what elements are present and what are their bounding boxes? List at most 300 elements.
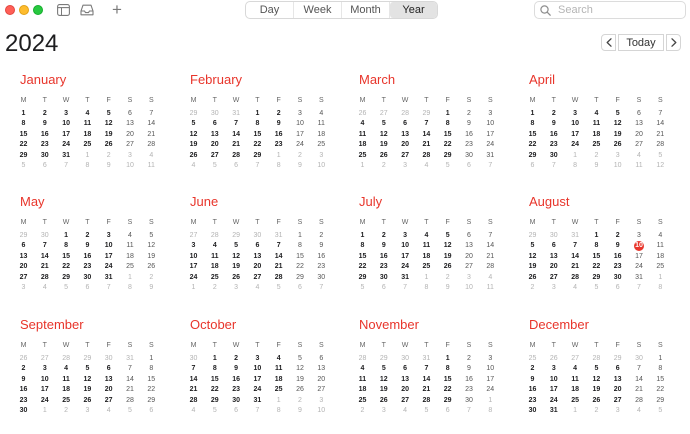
day-cell[interactable]: 10 bbox=[189, 252, 198, 260]
day-cell[interactable]: 5 bbox=[594, 365, 599, 373]
adjacent-day-cell[interactable]: 2 bbox=[149, 273, 154, 281]
adjacent-day-cell[interactable]: 29 bbox=[528, 232, 537, 239]
day-cell[interactable]: 20 bbox=[613, 386, 622, 394]
day-cell[interactable]: 6 bbox=[319, 355, 324, 362]
day-cell[interactable]: 2 bbox=[276, 110, 281, 117]
day-cell[interactable]: 8 bbox=[21, 120, 26, 128]
adjacent-day-cell[interactable]: 4 bbox=[255, 283, 260, 291]
day-cell[interactable]: 21 bbox=[486, 252, 495, 260]
adjacent-day-cell[interactable]: 6 bbox=[615, 283, 620, 291]
day-cell[interactable]: 4 bbox=[360, 365, 365, 373]
day-cell[interactable]: 12 bbox=[379, 130, 388, 138]
day-cell[interactable]: 5 bbox=[191, 120, 196, 128]
day-cell[interactable]: 2 bbox=[615, 232, 620, 239]
month-june[interactable] bbox=[189, 192, 339, 293]
day-cell[interactable]: 12 bbox=[232, 252, 240, 260]
day-cell[interactable]: 15 bbox=[592, 252, 601, 260]
day-cell[interactable]: 10 bbox=[486, 120, 495, 128]
month-name[interactable]: July bbox=[359, 194, 383, 209]
day-cell[interactable]: 17 bbox=[40, 386, 49, 394]
adjacent-day-cell[interactable]: 9 bbox=[106, 161, 111, 169]
day-cell[interactable]: 18 bbox=[358, 386, 367, 394]
adjacent-day-cell[interactable]: 29 bbox=[232, 232, 240, 239]
day-cell[interactable]: 21 bbox=[656, 130, 665, 138]
day-cell[interactable]: 30 bbox=[528, 406, 537, 414]
day-cell[interactable]: 12 bbox=[296, 365, 304, 373]
day-cell[interactable]: 24 bbox=[253, 386, 262, 394]
day-cell[interactable]: 27 bbox=[401, 396, 409, 404]
adjacent-day-cell[interactable]: 7 bbox=[255, 406, 260, 414]
day-cell[interactable]: 26 bbox=[232, 273, 240, 281]
adjacent-day-cell[interactable]: 6 bbox=[234, 406, 239, 414]
adjacent-day-cell[interactable]: 5 bbox=[64, 283, 69, 291]
day-cell[interactable]: 16 bbox=[40, 130, 49, 138]
day-cell[interactable]: 21 bbox=[232, 141, 240, 149]
day-cell[interactable]: 5 bbox=[85, 365, 90, 373]
day-cell[interactable]: 6 bbox=[637, 110, 641, 117]
day-cell[interactable]: 28 bbox=[40, 273, 49, 281]
day-cell[interactable]: 15 bbox=[656, 375, 665, 383]
day-cell[interactable]: 31 bbox=[486, 151, 495, 159]
day-cell[interactable]: 31 bbox=[104, 273, 113, 281]
day-cell[interactable]: 10 bbox=[296, 120, 304, 128]
day-cell[interactable]: 13 bbox=[401, 375, 409, 383]
adjacent-day-cell[interactable]: 3 bbox=[467, 273, 471, 281]
day-cell[interactable]: 24 bbox=[635, 263, 643, 271]
day-cell[interactable]: 14 bbox=[147, 120, 156, 128]
day-cell[interactable]: 14 bbox=[274, 252, 283, 260]
day-cell[interactable]: 30 bbox=[549, 151, 558, 159]
day-cell[interactable]: 17 bbox=[62, 130, 70, 138]
adjacent-day-cell[interactable]: 4 bbox=[637, 406, 641, 414]
day-cell[interactable]: 20 bbox=[104, 386, 113, 394]
day-cell[interactable]: 11 bbox=[126, 242, 134, 250]
day-cell[interactable]: 2 bbox=[42, 110, 47, 117]
day-cell[interactable]: 14 bbox=[571, 252, 579, 260]
day-cell[interactable]: 12 bbox=[592, 375, 601, 383]
adjacent-day-cell[interactable]: 3 bbox=[615, 151, 620, 159]
day-cell[interactable]: 22 bbox=[296, 263, 304, 271]
day-cell[interactable]: 27 bbox=[253, 273, 262, 281]
day-cell[interactable]: 17 bbox=[486, 375, 495, 383]
day-cell[interactable]: 28 bbox=[422, 151, 431, 159]
day-cell[interactable]: 20 bbox=[635, 130, 643, 138]
day-cell[interactable]: 20 bbox=[253, 263, 262, 271]
day-cell[interactable]: 22 bbox=[528, 141, 537, 149]
day-cell[interactable]: 11 bbox=[211, 252, 219, 260]
day-cell[interactable]: 21 bbox=[422, 386, 431, 394]
day-cell[interactable]: 10 bbox=[40, 375, 49, 383]
tab-year[interactable]: Year bbox=[390, 2, 437, 18]
adjacent-day-cell[interactable]: 5 bbox=[424, 406, 429, 414]
day-cell[interactable]: 24 bbox=[571, 141, 579, 149]
adjacent-day-cell[interactable]: 1 bbox=[276, 396, 281, 404]
day-cell[interactable]: 19 bbox=[613, 130, 622, 138]
day-cell[interactable]: 19 bbox=[296, 375, 304, 383]
day-cell[interactable]: 12 bbox=[104, 120, 113, 128]
minimize-window-button[interactable] bbox=[19, 5, 29, 15]
day-cell[interactable]: 16 bbox=[528, 386, 537, 394]
day-cell[interactable]: 15 bbox=[358, 252, 367, 260]
day-cell[interactable]: 31 bbox=[635, 273, 643, 281]
adjacent-day-cell[interactable]: 7 bbox=[403, 283, 408, 291]
adjacent-day-cell[interactable]: 7 bbox=[488, 161, 493, 169]
adjacent-day-cell[interactable]: 30 bbox=[635, 355, 643, 362]
day-cell[interactable]: 10 bbox=[104, 242, 113, 250]
adjacent-day-cell[interactable]: 2 bbox=[212, 283, 217, 291]
adjacent-day-cell[interactable]: 9 bbox=[298, 406, 302, 414]
day-cell[interactable]: 24 bbox=[486, 386, 495, 394]
day-cell[interactable]: 10 bbox=[62, 120, 70, 128]
adjacent-day-cell[interactable]: 6 bbox=[381, 283, 386, 291]
adjacent-day-cell[interactable]: 4 bbox=[424, 161, 429, 169]
day-cell[interactable]: 30 bbox=[465, 151, 473, 159]
day-cell[interactable]: 18 bbox=[592, 130, 601, 138]
day-cell[interactable]: 16 bbox=[465, 130, 473, 138]
tab-month[interactable]: Month bbox=[342, 2, 390, 18]
day-cell[interactable]: 22 bbox=[147, 386, 156, 394]
day-cell[interactable]: 25 bbox=[126, 263, 134, 271]
adjacent-day-cell[interactable]: 2 bbox=[298, 151, 302, 159]
day-cell[interactable]: 26 bbox=[296, 386, 304, 394]
day-cell[interactable]: 15 bbox=[528, 130, 537, 138]
day-cell[interactable]: 29 bbox=[592, 273, 601, 281]
month-september[interactable] bbox=[19, 315, 169, 416]
day-cell[interactable]: 4 bbox=[276, 355, 281, 362]
day-cell[interactable]: 14 bbox=[656, 120, 665, 128]
day-cell[interactable]: 5 bbox=[381, 120, 386, 128]
day-cell[interactable]: 13 bbox=[104, 375, 113, 383]
day-cell[interactable]: 26 bbox=[379, 396, 388, 404]
day-cell[interactable]: 3 bbox=[488, 355, 493, 362]
day-cell[interactable]: 16 bbox=[465, 375, 473, 383]
adjacent-day-cell[interactable]: 7 bbox=[255, 161, 260, 169]
adjacent-day-cell[interactable]: 2 bbox=[594, 151, 599, 159]
add-event-icon[interactable]: + bbox=[112, 0, 122, 19]
day-cell[interactable]: 18 bbox=[571, 386, 579, 394]
day-cell[interactable]: 4 bbox=[85, 110, 90, 117]
adjacent-day-cell[interactable]: 3 bbox=[381, 406, 386, 414]
adjacent-day-cell[interactable]: 10 bbox=[465, 283, 473, 291]
day-cell[interactable]: 20 bbox=[549, 263, 558, 271]
day-cell[interactable]: 25 bbox=[358, 396, 367, 404]
day-cell[interactable]: 2 bbox=[381, 232, 386, 239]
day-cell[interactable]: 22 bbox=[210, 386, 219, 394]
day-cell[interactable]: 4 bbox=[360, 120, 365, 128]
adjacent-day-cell[interactable]: 6 bbox=[85, 283, 90, 291]
day-cell[interactable]: 9 bbox=[85, 242, 90, 250]
day-cell[interactable]: 16 bbox=[549, 130, 558, 138]
adjacent-day-cell[interactable]: 27 bbox=[189, 232, 198, 239]
adjacent-day-cell[interactable]: 6 bbox=[298, 283, 302, 291]
day-cell[interactable]: 17 bbox=[571, 130, 579, 138]
adjacent-day-cell[interactable]: 30 bbox=[104, 355, 113, 362]
day-cell[interactable]: 9 bbox=[319, 242, 324, 250]
adjacent-day-cell[interactable]: 1 bbox=[360, 161, 365, 169]
day-cell[interactable]: 4 bbox=[212, 242, 217, 250]
day-cell[interactable]: 18 bbox=[358, 141, 367, 149]
day-cell[interactable]: 23 bbox=[465, 386, 473, 394]
day-cell[interactable]: 28 bbox=[126, 396, 134, 404]
adjacent-day-cell[interactable]: 31 bbox=[232, 110, 240, 117]
adjacent-day-cell[interactable]: 4 bbox=[488, 273, 493, 281]
adjacent-day-cell[interactable]: 30 bbox=[210, 110, 219, 117]
day-cell[interactable]: 6 bbox=[212, 120, 217, 128]
day-cell[interactable]: 1 bbox=[21, 110, 26, 117]
adjacent-day-cell[interactable]: 1 bbox=[42, 406, 47, 414]
adjacent-day-cell[interactable]: 29 bbox=[189, 110, 198, 117]
day-cell[interactable]: 19 bbox=[147, 252, 156, 260]
day-cell[interactable]: 23 bbox=[613, 263, 622, 271]
day-cell[interactable]: 14 bbox=[486, 242, 495, 250]
day-cell[interactable]: 29 bbox=[656, 396, 665, 404]
day-cell[interactable]: 6 bbox=[106, 365, 111, 373]
adjacent-day-cell[interactable]: 8 bbox=[658, 283, 663, 291]
day-cell[interactable]: 3 bbox=[488, 110, 493, 117]
day-cell[interactable]: 30 bbox=[317, 273, 326, 281]
adjacent-day-cell[interactable]: 10 bbox=[613, 161, 622, 169]
day-cell[interactable]: 4 bbox=[424, 232, 429, 239]
day-cell[interactable]: 27 bbox=[210, 151, 219, 159]
day-cell[interactable]: 20 bbox=[19, 263, 28, 271]
day-cell[interactable]: 17 bbox=[104, 252, 113, 260]
day-cell[interactable]: 30 bbox=[232, 396, 240, 404]
day-cell[interactable]: 18 bbox=[210, 263, 219, 271]
adjacent-day-cell[interactable]: 29 bbox=[379, 355, 388, 362]
day-cell[interactable]: 15 bbox=[62, 252, 70, 260]
day-cell[interactable]: 16 bbox=[83, 252, 92, 260]
today-marker[interactable]: 10 bbox=[635, 242, 643, 250]
day-cell[interactable]: 9 bbox=[551, 120, 556, 128]
day-cell[interactable]: 8 bbox=[255, 120, 260, 128]
month-name[interactable]: March bbox=[359, 72, 396, 87]
day-cell[interactable]: 6 bbox=[467, 232, 471, 239]
day-cell[interactable]: 27 bbox=[549, 273, 558, 281]
day-cell[interactable]: 5 bbox=[530, 242, 535, 250]
day-cell[interactable]: 24 bbox=[296, 141, 304, 149]
day-cell[interactable]: 9 bbox=[530, 375, 535, 383]
adjacent-day-cell[interactable]: 7 bbox=[551, 161, 556, 169]
day-cell[interactable]: 29 bbox=[62, 273, 70, 281]
day-cell[interactable]: 30 bbox=[379, 273, 388, 281]
day-cell[interactable]: 22 bbox=[443, 386, 452, 394]
day-cell[interactable]: 11 bbox=[317, 120, 325, 128]
day-cell[interactable]: 26 bbox=[147, 263, 156, 271]
day-cell[interactable]: 2 bbox=[530, 365, 535, 373]
month-march[interactable] bbox=[358, 70, 508, 171]
day-cell[interactable]: 28 bbox=[635, 396, 643, 404]
day-cell[interactable]: 13 bbox=[317, 365, 326, 373]
day-cell[interactable]: 15 bbox=[296, 252, 304, 260]
adjacent-day-cell[interactable]: 7 bbox=[467, 406, 471, 414]
day-cell[interactable]: 13 bbox=[253, 252, 262, 260]
day-cell[interactable]: 27 bbox=[19, 273, 28, 281]
day-cell[interactable]: 22 bbox=[443, 141, 452, 149]
day-cell[interactable]: 23 bbox=[465, 141, 473, 149]
day-cell[interactable]: 31 bbox=[401, 273, 409, 281]
day-cell[interactable]: 9 bbox=[21, 375, 26, 383]
day-cell[interactable]: 24 bbox=[104, 263, 113, 271]
day-cell[interactable]: 6 bbox=[403, 120, 408, 128]
adjacent-day-cell[interactable]: 4 bbox=[191, 161, 196, 169]
adjacent-day-cell[interactable]: 4 bbox=[191, 406, 196, 414]
day-cell[interactable]: 25 bbox=[62, 396, 70, 404]
day-cell[interactable]: 25 bbox=[592, 141, 601, 149]
day-cell[interactable]: 19 bbox=[83, 386, 92, 394]
day-cell[interactable]: 16 bbox=[379, 252, 388, 260]
adjacent-day-cell[interactable]: 3 bbox=[21, 283, 26, 291]
day-cell[interactable]: 21 bbox=[571, 263, 579, 271]
adjacent-day-cell[interactable]: 2 bbox=[64, 406, 69, 414]
day-cell[interactable]: 20 bbox=[401, 386, 409, 394]
day-cell[interactable]: 24 bbox=[549, 396, 558, 404]
day-cell[interactable]: 9 bbox=[42, 120, 47, 128]
adjacent-day-cell[interactable]: 1 bbox=[191, 283, 196, 291]
day-cell[interactable]: 21 bbox=[422, 141, 431, 149]
day-cell[interactable]: 31 bbox=[253, 396, 262, 404]
day-cell[interactable]: 1 bbox=[445, 110, 450, 117]
adjacent-day-cell[interactable]: 11 bbox=[635, 161, 643, 169]
adjacent-day-cell[interactable]: 6 bbox=[445, 406, 450, 414]
day-cell[interactable]: 7 bbox=[637, 365, 641, 373]
day-cell[interactable]: 24 bbox=[40, 396, 49, 404]
day-cell[interactable]: 15 bbox=[147, 375, 156, 383]
adjacent-day-cell[interactable]: 30 bbox=[189, 355, 198, 362]
day-cell[interactable]: 1 bbox=[212, 355, 217, 362]
day-cell[interactable]: 23 bbox=[317, 263, 326, 271]
day-cell[interactable]: 16 bbox=[613, 252, 622, 260]
day-cell[interactable]: 11 bbox=[62, 375, 70, 383]
tab-day[interactable]: Day bbox=[246, 2, 294, 18]
day-cell[interactable]: 16 bbox=[19, 386, 28, 394]
month-name[interactable]: October bbox=[190, 317, 237, 332]
adjacent-day-cell[interactable]: 2 bbox=[106, 151, 111, 159]
day-cell[interactable]: 4 bbox=[594, 110, 599, 117]
day-cell[interactable]: 24 bbox=[401, 263, 409, 271]
day-cell[interactable]: 16 bbox=[274, 130, 283, 138]
day-cell[interactable]: 26 bbox=[104, 141, 113, 149]
day-cell[interactable]: 10 bbox=[253, 365, 262, 373]
adjacent-day-cell[interactable]: 5 bbox=[212, 406, 217, 414]
day-cell[interactable]: 19 bbox=[379, 141, 388, 149]
previous-year-button[interactable] bbox=[601, 34, 616, 51]
adjacent-day-cell[interactable]: 10 bbox=[317, 406, 326, 414]
day-cell[interactable]: 14 bbox=[422, 130, 431, 138]
day-cell[interactable]: 13 bbox=[635, 120, 643, 128]
day-cell[interactable]: 22 bbox=[19, 141, 28, 149]
day-cell[interactable]: 17 bbox=[549, 386, 558, 394]
day-cell[interactable]: 21 bbox=[126, 386, 134, 394]
day-cell[interactable]: 22 bbox=[358, 263, 367, 271]
adjacent-day-cell[interactable]: 11 bbox=[147, 161, 155, 169]
day-cell[interactable]: 5 bbox=[106, 110, 111, 117]
day-cell[interactable]: 27 bbox=[317, 386, 326, 394]
adjacent-day-cell[interactable]: 4 bbox=[149, 151, 154, 159]
adjacent-day-cell[interactable]: 6 bbox=[149, 406, 154, 414]
adjacent-day-cell[interactable]: 9 bbox=[298, 161, 302, 169]
adjacent-day-cell[interactable]: 2 bbox=[445, 273, 450, 281]
month-name[interactable]: November bbox=[359, 317, 419, 332]
month-name[interactable]: September bbox=[20, 317, 84, 332]
day-cell[interactable]: 11 bbox=[274, 365, 283, 373]
close-window-button[interactable] bbox=[5, 5, 15, 15]
adjacent-day-cell[interactable]: 31 bbox=[126, 355, 134, 362]
day-cell[interactable]: 16 bbox=[232, 375, 240, 383]
day-cell[interactable]: 18 bbox=[656, 252, 665, 260]
month-april[interactable] bbox=[528, 70, 678, 171]
day-cell[interactable]: 14 bbox=[232, 130, 240, 138]
day-cell[interactable]: 30 bbox=[19, 406, 28, 414]
day-cell[interactable]: 8 bbox=[64, 242, 69, 250]
day-cell[interactable]: 5 bbox=[149, 232, 154, 239]
day-cell[interactable]: 27 bbox=[401, 151, 409, 159]
day-cell[interactable]: 6 bbox=[255, 242, 260, 250]
adjacent-day-cell[interactable]: 5 bbox=[212, 161, 217, 169]
adjacent-day-cell[interactable]: 4 bbox=[106, 406, 111, 414]
day-cell[interactable]: 7 bbox=[234, 120, 239, 128]
search-input[interactable] bbox=[558, 4, 678, 16]
day-cell[interactable]: 12 bbox=[147, 242, 156, 250]
day-cell[interactable]: 27 bbox=[104, 396, 113, 404]
day-cell[interactable]: 12 bbox=[83, 375, 92, 383]
adjacent-day-cell[interactable]: 5 bbox=[360, 283, 365, 291]
day-cell[interactable]: 23 bbox=[19, 396, 28, 404]
day-cell[interactable]: 22 bbox=[656, 386, 665, 394]
day-cell[interactable]: 9 bbox=[276, 120, 281, 128]
day-cell[interactable]: 1 bbox=[298, 232, 302, 239]
month-january[interactable] bbox=[19, 70, 169, 171]
day-cell[interactable]: 9 bbox=[381, 242, 386, 250]
adjacent-day-cell[interactable]: 5 bbox=[128, 406, 132, 414]
adjacent-day-cell[interactable]: 29 bbox=[19, 232, 28, 239]
day-cell[interactable]: 28 bbox=[486, 263, 495, 271]
day-cell[interactable]: 30 bbox=[83, 273, 92, 281]
day-cell[interactable]: 9 bbox=[234, 365, 239, 373]
adjacent-day-cell[interactable]: 2 bbox=[594, 406, 599, 414]
day-cell[interactable]: 18 bbox=[274, 375, 283, 383]
day-cell[interactable]: 23 bbox=[83, 263, 92, 271]
day-cell[interactable]: 2 bbox=[21, 365, 26, 373]
day-cell[interactable]: 10 bbox=[401, 242, 409, 250]
adjacent-day-cell[interactable]: 30 bbox=[40, 232, 49, 239]
day-cell[interactable]: 22 bbox=[592, 263, 601, 271]
day-cell[interactable]: 31 bbox=[62, 151, 70, 159]
day-cell[interactable]: 17 bbox=[401, 252, 409, 260]
day-cell[interactable]: 29 bbox=[210, 396, 219, 404]
month-name[interactable]: December bbox=[529, 317, 589, 332]
day-cell[interactable]: 1 bbox=[594, 232, 599, 239]
day-cell[interactable]: 22 bbox=[62, 263, 70, 271]
day-cell[interactable]: 25 bbox=[358, 151, 367, 159]
day-cell[interactable]: 30 bbox=[613, 273, 622, 281]
month-name[interactable]: June bbox=[190, 194, 219, 209]
day-cell[interactable]: 12 bbox=[379, 375, 388, 383]
day-cell[interactable]: 7 bbox=[424, 120, 429, 128]
day-cell[interactable]: 5 bbox=[445, 232, 450, 239]
month-name[interactable]: February bbox=[190, 72, 243, 87]
day-cell[interactable]: 20 bbox=[465, 252, 473, 260]
adjacent-day-cell[interactable]: 7 bbox=[319, 283, 324, 291]
day-cell[interactable]: 12 bbox=[189, 130, 198, 138]
day-cell[interactable]: 8 bbox=[212, 365, 217, 373]
day-cell[interactable]: 25 bbox=[83, 141, 92, 149]
fullscreen-window-button[interactable] bbox=[33, 5, 43, 15]
tab-week[interactable]: Week bbox=[294, 2, 342, 18]
day-cell[interactable]: 17 bbox=[296, 130, 304, 138]
day-cell[interactable]: 6 bbox=[615, 365, 620, 373]
day-cell[interactable]: 23 bbox=[274, 141, 283, 149]
day-cell[interactable]: 14 bbox=[422, 375, 431, 383]
